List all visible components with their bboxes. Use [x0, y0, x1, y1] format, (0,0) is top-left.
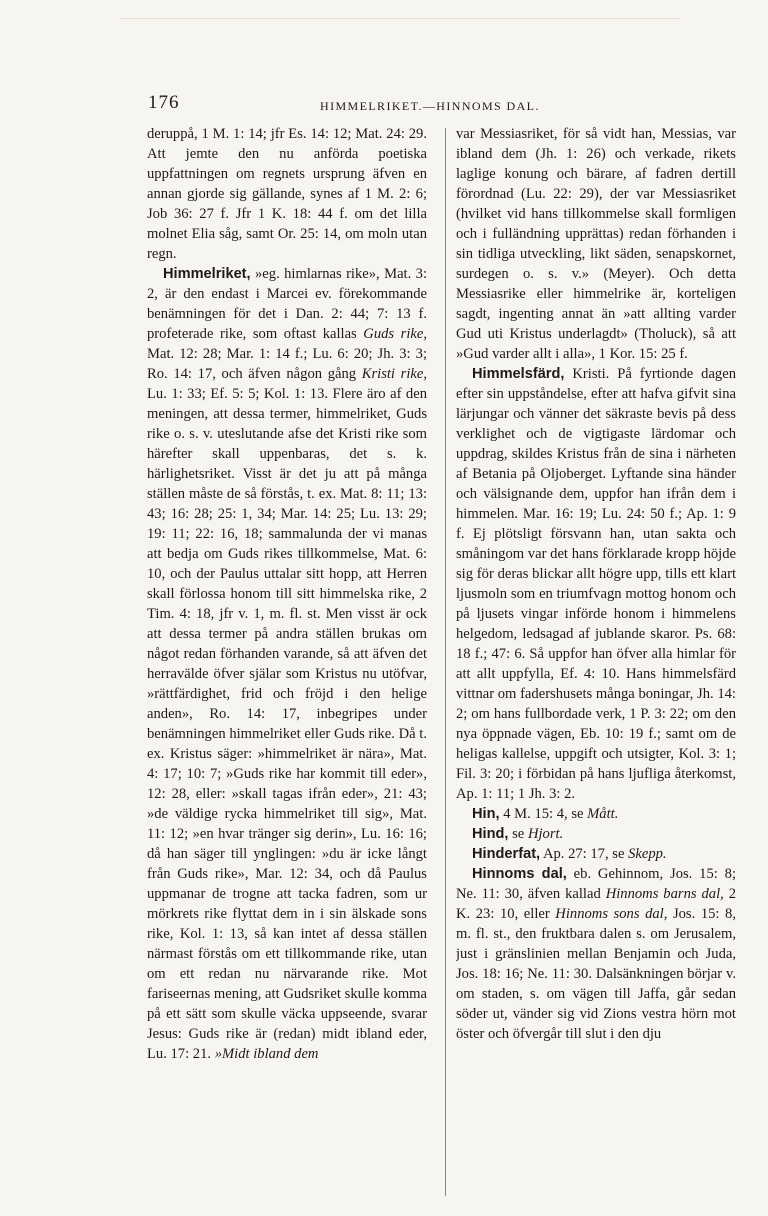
- entry-text: Jos. 15: 8, m. fl. st., den fruktbara dalen s. om Jerusalem, just i gränslinien mellan Benjamin och Juda, Jos. 18: 16; Ne. 11: 30. Dalsänkningen börjar v. om staden, s. om vägen till Jaffa, går sedan söder ut, vänder sig vid Zions vestra hörn mot öster och öfvergår till slut i den dju: [456, 906, 736, 1042]
- entry-text: Mat. 12: 28; Mar. 1: 14 f.; Lu. 6: 20; Jh. 3: 3; Ro. 14: 17, och äfven någon gång: [147, 346, 427, 382]
- entry-text: »eg. himlarnas rike», Mat. 3: 2, är den endast i Marcei ev. förekommande benämningen för det i Dan. 2: 44; 7: 13 f. profeterade rike, som oftast kallas: [147, 266, 427, 342]
- headword: Hin,: [472, 806, 500, 822]
- continuation-paragraph: deruppå, 1 M. 1: 14; jfr Es. 14: 12; Mat. 24: 29. Att jemte den nu anförda poetiska uppfattningen om regnets ursprung äfven en annan gjorde sig gällande, synes af 1 M. 2: 6; Job 36: 27 f. Jfr 1 K. 18: 44 f. om det lilla molnet Elia såg, samt Or. 25: 14, om moln utan regn.: [147, 126, 427, 262]
- italic-term: Kristi rike,: [361, 366, 427, 382]
- entry-himmelriket: [147, 264, 427, 1064]
- entry-text: 4 M. 15: 4, se: [499, 806, 588, 822]
- headword: Hinnoms dal,: [472, 866, 567, 882]
- entry-hind: [456, 824, 736, 844]
- entry-text: se: [508, 826, 528, 842]
- page-edge-line: [120, 18, 680, 19]
- cross-reference: Hjort.: [527, 826, 564, 842]
- entry-hinderfat: [456, 844, 736, 864]
- italic-quote: »Midt ibland dem: [214, 1046, 319, 1062]
- right-column: [456, 124, 736, 1199]
- entry-text: 2 K. 23: 10, eller: [456, 886, 736, 922]
- headword: Hinderfat,: [472, 846, 541, 862]
- entry-text: Ap. 27: 17, se: [540, 846, 629, 862]
- left-column: [147, 124, 427, 1199]
- continuation-paragraph: var Messiasriket, för så vidt han, Messias, var ibland dem (Jh. 1: 26) och verkade, rikets laglige konung och bärare, af fadren dertill förordnad (Lu. 22: 29), der var Messiasriket (hvilket vid hans tillkommelse skall formligen och i fulländning upprättas) redan förhanden i sin tidliga utveckling, likt säden, senapskornet, surdegen o. s. v.» (Meyer). Och detta Messiasrike eller himmelrike är, korteligen sagdt, ingenting annat än »att allting varder Gud uti Kristus underlagdt» (Tholuck), så att »Gud varder allt i alla», 1 Kor. 15: 25 f.: [456, 126, 736, 362]
- italic-term: Hinnoms sons dal,: [555, 906, 668, 922]
- entry-himmelsfard: [456, 364, 736, 804]
- entry-text: Kristi. På fyrtionde dagen efter sin uppståndelse, efter att hafva gifvit sina lärjungar och vänner det säkraste bevis på dess verklighet och de vigtigaste lärdomar och uppdrag, skildes Kristus från de sina i närheten af Betania på Oljoberget. Lyftande sina händer och välsignande dem, uppfor han ifrån dem i himmelen. Mar. 16: 19; Lu. 24: 50 f.; Ap. 1: 9 f. Ej plötsligt försvann han, utan sakta och småningom var det hans förklarade kropp höjde sig för deras blickar allt högre upp, tills ett klart ljusmoln som en triumfvagn mottog honom och på ljusets vingar införde honom i himmelens helgedom, ledsagad af jublande skaror. Ps. 68: 18 f.; 47: 6. Så uppfor han öfver alla himlar för att allt uppfylla, Ef. 4: 10. Hans himmelsfärd vittnar om fadershusets många boningar, Jh. 14: 2; om hans fullbordade verk, 1 P. 3: 22; om den nya öppnade vägen, Eb. 10: 19 f.; samt om de heligas kallelse, uppgift och utsigter, Kol. 3: 1; Fil. 3: 20; i förbidan på hans ljufliga återkomst, Ap. 1: 11; 1 Jh. 3: 2.: [456, 366, 736, 802]
- column-divider: [445, 128, 446, 1196]
- entry-hinnoms-dal: [456, 864, 736, 1044]
- cross-reference: Mått.: [587, 806, 619, 822]
- italic-term: Guds rike,: [363, 326, 427, 342]
- entry-text: Lu. 1: 33; Ef. 5: 5; Kol. 1: 13. Flere äro af den meningen, att dessa termer, himmelriket, Guds rike o. s. v. uteslutande afse det Kristi rike som härefter skall uppenbaras, det s. k. härlighetsriket. Visst är det ju att på många ställen måste de så förstås, t. ex. Mat. 8: 11; 13: 43; 16: 28; 25: 1, 34; Mar. 14: 25; Lu. 13: 29; 19: 11; 22: 16, 18; sammalunda der vi manas att bedja om Guds rikes tillkommelse, Mat. 6: 10, och der Paulus uttalar sitt hopp, att Herren skall förlossa honom till sitt himmelska rike, 2 Tim. 4: 18, jfr v. 1, m. fl. st. Men visst är ock att dessa termer på andra ställen brukas om något redan förhanden varande, så att äfven det herravälde öfver själar som Kristus nu utöfvar, »rättfärdighet, frid och fröjd i den helige anden», Ro. 14: 17, inbegripes under benämningen himmelriket eller Guds rike. Då t. ex. Kristus säger: »himmelriket är nära», Mat. 4: 17; 10: 7; »Guds rike har kommit till eder», 12: 28, eller: »skall tagas ifrån eder», 21: 43; »de väldige rycka himmelriket till sig», Mat. 11: 12; »en hvar tränger sig derin», Lu. 16: 16; då han säger till ynglingen: »du är icke långt från Guds rike», Mar. 12: 34, och då Paulus uppmanar de trogne att tacka fadren, som ur mörkrets rike flyttat dem in i sin älskade sons rike, Kol. 1: 13, så kan intet af dessa ställen närmast förstås om ett tillkommande rike, utan om ett redan nu närvarande rike. Mot fariseernas mening, att Gudsriket skulle komma på ett sätt som skulle väcka uppseende, svarar Jesus: Guds rike är (redan) midt ibland eder, Lu. 17: 21.: [147, 386, 427, 1062]
- entry-hin: [456, 804, 736, 824]
- italic-term: Hinnoms barns dal,: [605, 886, 724, 902]
- entry-text: eb. Gehinnom, Jos. 15: 8; Ne. 11: 30, äfven kallad: [456, 866, 736, 902]
- headword: Hind,: [472, 826, 509, 842]
- running-title: HIMMELRIKET.—HINNOMS DAL.: [320, 99, 540, 113]
- headword: Himmelsfärd,: [472, 366, 565, 382]
- page-header: [148, 92, 748, 122]
- headword: Himmelriket,: [163, 266, 251, 282]
- cross-reference: Skepp.: [628, 846, 667, 862]
- page-number: 176: [148, 92, 180, 113]
